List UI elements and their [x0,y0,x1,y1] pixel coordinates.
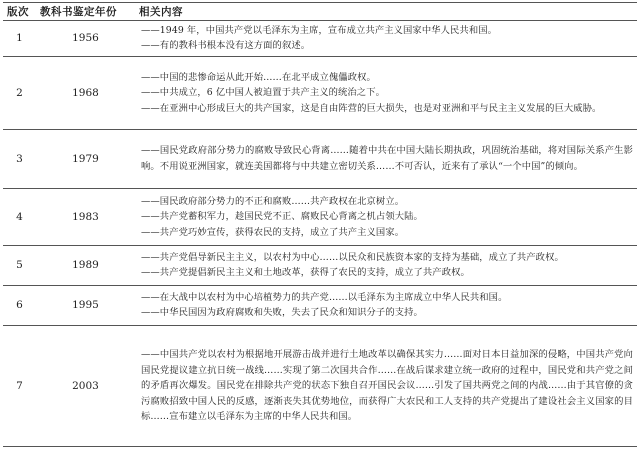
content-line: ——有的教科书根本没有这方面的叙述。 [141,40,311,52]
header-year: 教科书鉴定年份 [36,3,135,21]
content-line: ——中华民国因为政府腐败和失败，失去了民众和知识分子的支持。 [141,307,423,319]
content-line: ——共产党蓄积军力，趁国民党不正、腐败民心背离之机占领大陆。 [141,211,423,223]
edition-cell: 2 [3,56,36,129]
table-row [3,245,637,285]
content-cell [135,188,637,245]
content-cell [135,129,637,188]
textbook-table [3,2,637,447]
content-line: ——国民党政府部分势力的腐败导致民心背离……随着中共在中国大陆长期执政，巩固统治基础，将对国际关系产生影响。不用说亚洲国家，就连美国都将与中共建立密切关系……不可否认，近来有了承认“一个中国”的倾向。 [141,145,633,172]
content-line: ——共产党提倡新民主主义和土地改革，获得了农民的支持，成立了共产政权。 [141,267,470,279]
content-cell [135,325,637,446]
content-line: ——1949 年，中国共产党以毛泽东为主席，宣布成立共产主义国家中华人民共和国。 [141,25,498,36]
table-row [3,285,637,325]
content-line: ——共产党巧妙宣传，获得农民的支持，成立了共产主义国家。 [141,226,405,238]
year-cell: 1983 [36,188,135,245]
year-cell: 1956 [36,21,135,57]
year-cell: 1968 [36,56,135,129]
header-content: 相关内容 [135,3,637,21]
table-row [3,21,637,57]
content-line: ——中国的悲惨命运从此开始……在北平成立傀儡政权。 [141,71,376,83]
content-line: ——共产党倡导新民主主义，以农村为中心……以民众和民族资本家的支持为基础，成立了共产政权。 [141,251,564,263]
edition-cell: 4 [3,188,36,245]
edition-cell: 1 [3,21,36,57]
table-row [3,325,637,446]
year-cell: 1979 [36,129,135,188]
edition-cell: 5 [3,245,36,285]
content-line: ——中共成立，6 亿中国人被迫置于共产主义的统治之下。 [141,87,385,99]
table-row [3,129,637,188]
content-cell [135,285,637,325]
edition-cell: 6 [3,285,36,325]
edition-cell: 3 [3,129,36,188]
table-row [3,56,637,129]
content-line: ——在大战中以农村为中心培植势力的共产党……以毛泽东为主席成立中华人民共和国。 [141,291,508,303]
year-cell: 1989 [36,245,135,285]
table-header-row [3,3,637,21]
content-line: ——中国共产党以农村为根据地开展游击战并进行土地改革以确保其实力……面对日本日益加深的侵略，中国共产党向国民党提议建立抗日统一战线……实现了第二次国共合作……在战后谋求建立统一政府的过程中，国民党和共产党之间的矛盾再次爆发。国民党在排除共产党的状态下独自召开国民会议……引发了国共两党之间的内战……由于其官僚的贪污腐败招致中国人民的反感，逐渐丧失其优势地位，而获得广大农民和工人支持的共产党提出了建设社会主义国家的目标……宣布建立以毛泽东为主席的中华人民共和国。 [141,349,633,422]
content-cell [135,21,637,57]
content-line: ——在亚洲中心形成巨大的共产国家，这是自由阵营的巨大损失，也是对亚洲和平与民主主义发展的巨大威胁。 [141,102,602,114]
content-line: ——国民政府部分势力的不正和腐败……共产政权在北京树立。 [141,195,405,207]
content-cell [135,245,637,285]
edition-cell: 7 [3,325,36,446]
table-row [3,188,637,245]
header-edition: 版次 [3,3,36,21]
content-cell [135,56,637,129]
year-cell: 1995 [36,285,135,325]
year-cell: 2003 [36,325,135,446]
